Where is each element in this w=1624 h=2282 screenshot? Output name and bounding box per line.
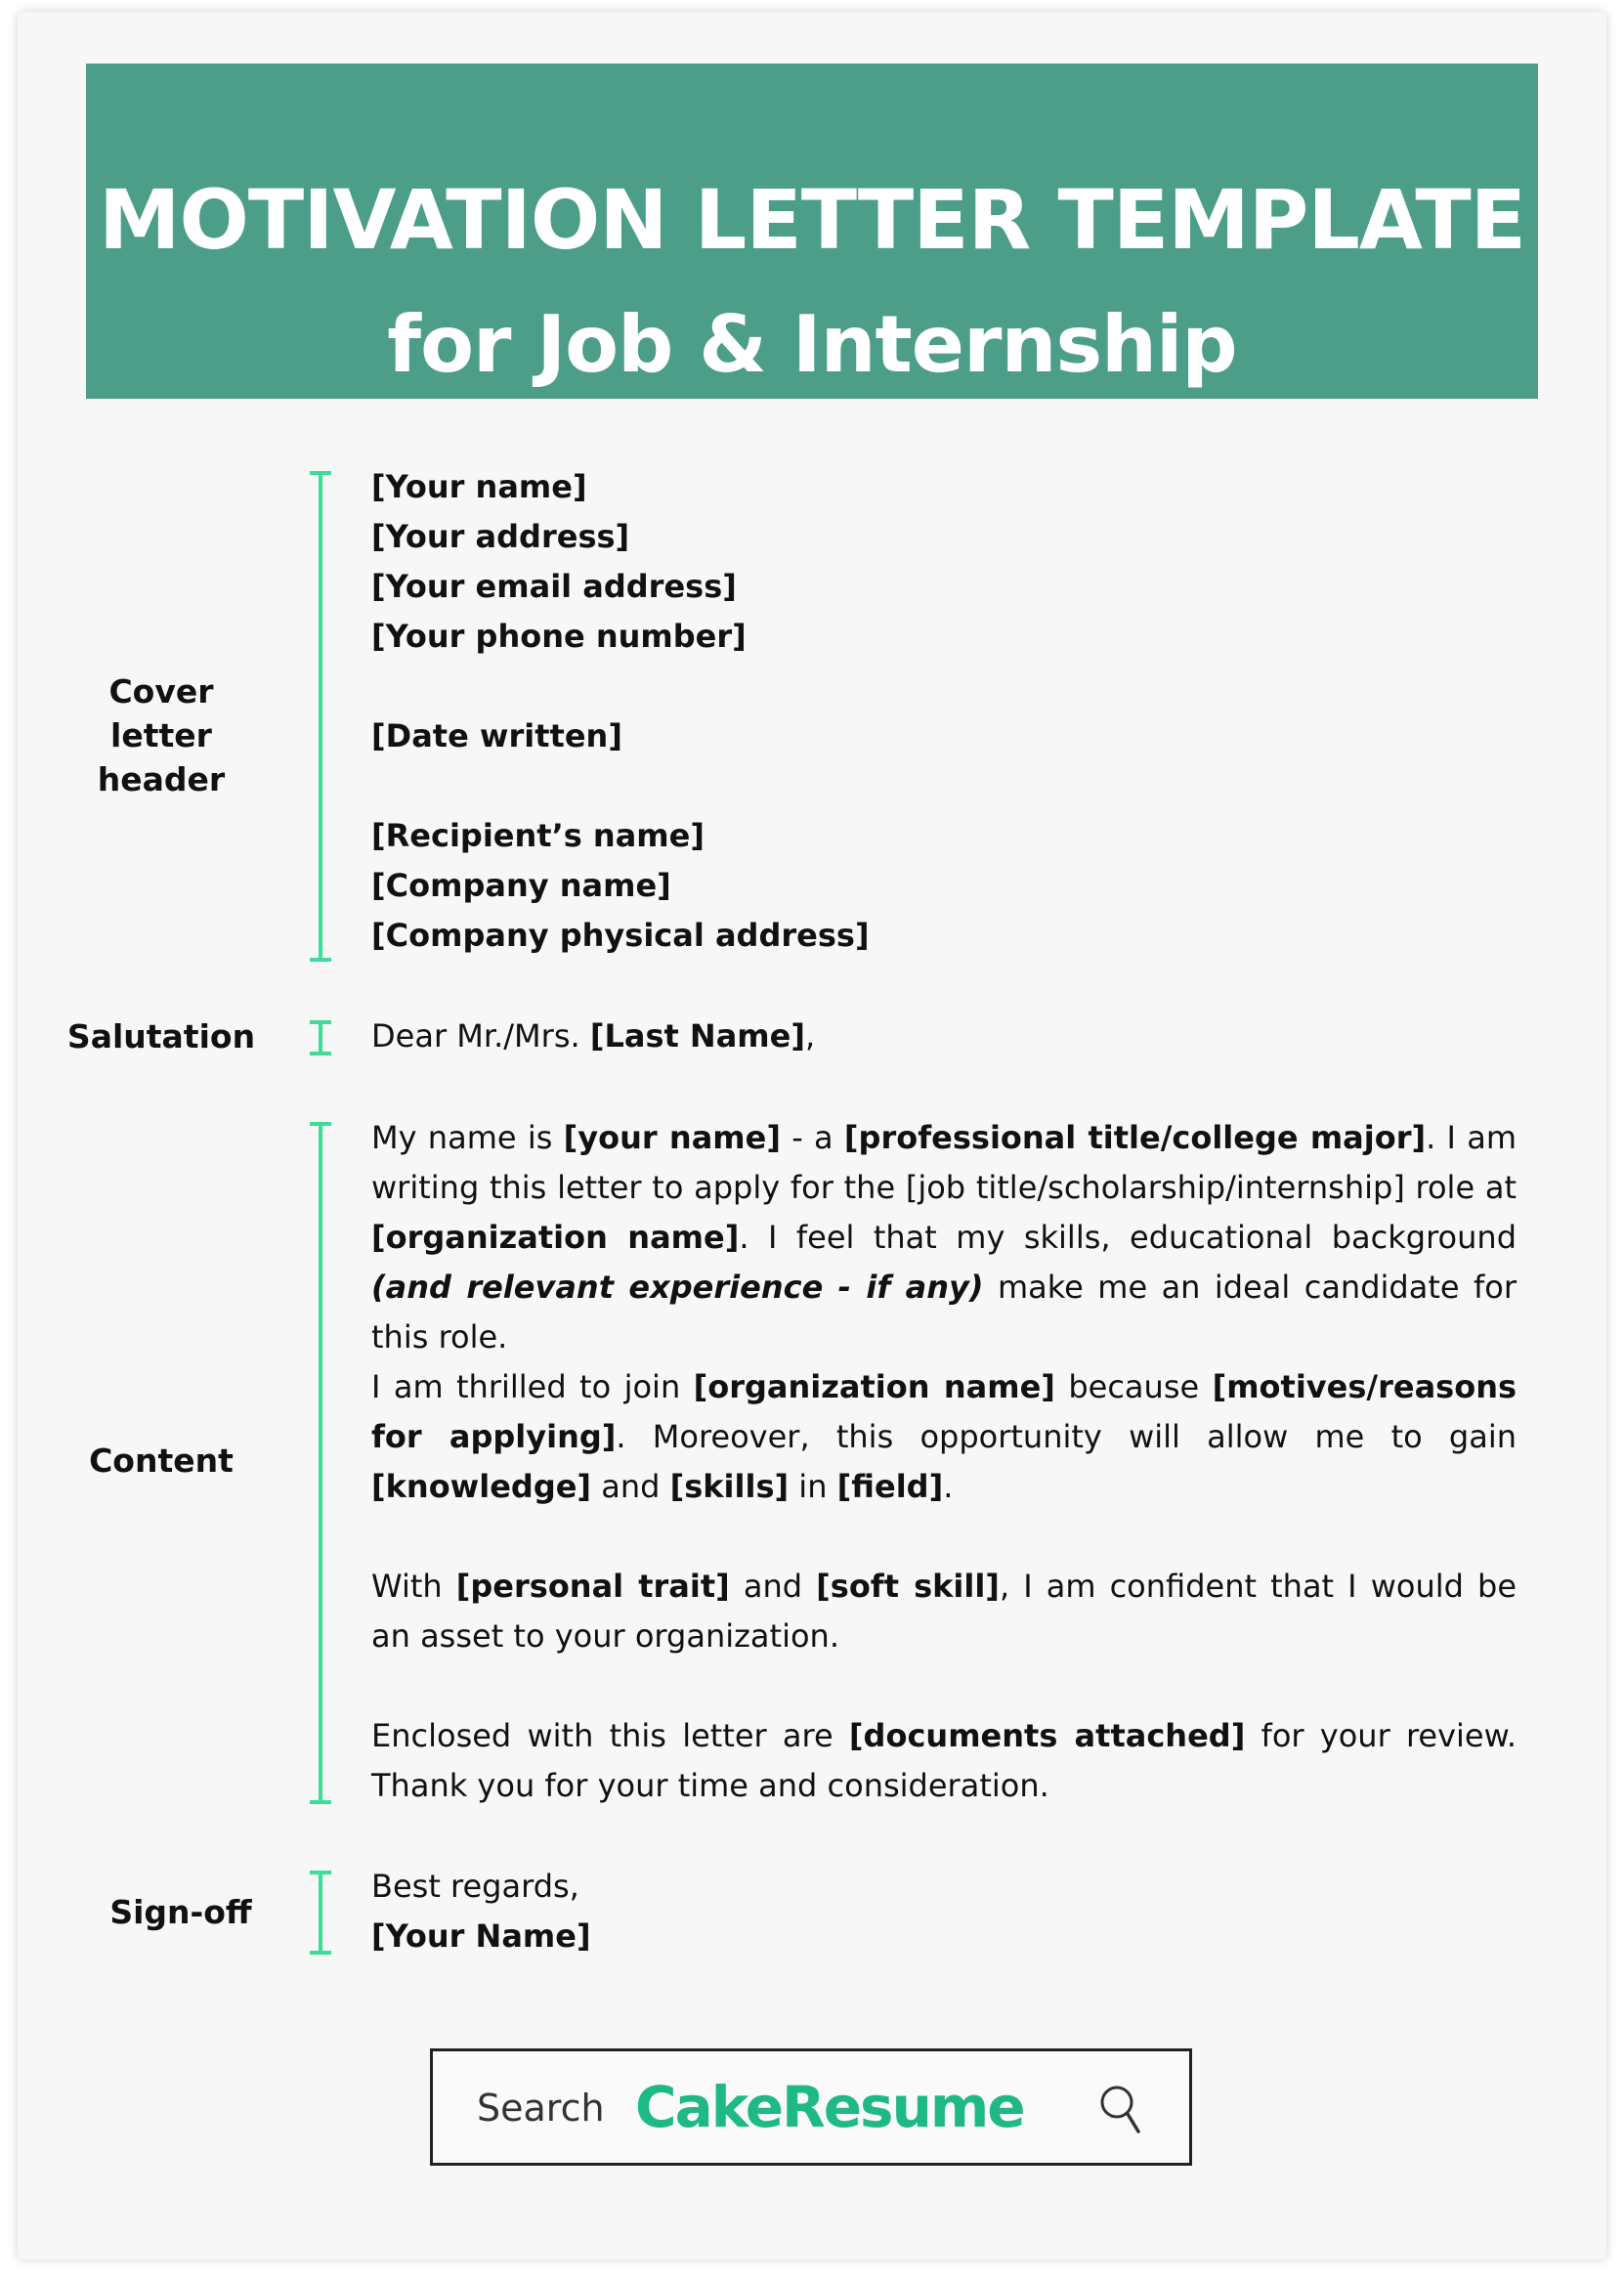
content-paragraph-1: My name is [your name] - a [professional title/college major]. I am writing this letter to apply for the [job title/scholarship/internship] role at [organization name]. I feel that my skills, educational background (and relevant experience - if any) make me an ideal candidate for this role. (371, 1119, 1517, 1356)
content-paragraph-2: I am thrilled to join [organization name] because [motives/reasons for applying]. Moreover, this opportunity will allow me to gain [knowledge] and [skills] in [field]. (371, 1368, 1517, 1505)
signoff-bracket (310, 1871, 331, 1955)
content-paragraph-3: With [personal trait] and [soft skill], I am confident that I would be an asset to your organization. (371, 1568, 1517, 1655)
section-label-content: Content (89, 1442, 234, 1480)
brand-logo: CakeResume (635, 2074, 1024, 2140)
salutation-line: Dear Mr./Mrs. [Last Name], (371, 1017, 816, 1055)
signoff-closing: Best regards, (371, 1868, 579, 1905)
field-date: [Date written] (371, 717, 622, 754)
search-label: Search (477, 2087, 605, 2130)
field-your-email: [Your email address] (371, 568, 737, 605)
section-label-header: Cover letter header (97, 672, 226, 798)
section-label-signoff: Sign-off (109, 1893, 252, 1931)
signoff-name: [Your Name] (371, 1917, 591, 1955)
page-subtitle: for Job & Internship (387, 299, 1237, 390)
salutation-bracket (310, 1020, 331, 1055)
field-your-address: [Your address] (371, 518, 630, 555)
search-icon[interactable] (1097, 2083, 1146, 2137)
field-company-address: [Company physical address] (371, 917, 870, 954)
header-bracket (310, 471, 331, 962)
search-bar[interactable] (430, 2048, 1192, 2166)
field-company: [Company name] (371, 867, 671, 904)
content-bracket (310, 1122, 331, 1804)
field-recipient: [Recipient’s name] (371, 817, 705, 854)
field-your-name: [Your name] (371, 468, 587, 505)
page-title: MOTIVATION LETTER TEMPLATE (98, 172, 1526, 268)
section-label-salutation: Salutation (66, 1017, 256, 1055)
content-paragraph-4: Enclosed with this letter are [documents attached] for your review. Thank you for your time and consideration. (371, 1717, 1517, 1804)
field-your-phone: [Your phone number] (371, 618, 747, 655)
title-banner (86, 64, 1538, 399)
